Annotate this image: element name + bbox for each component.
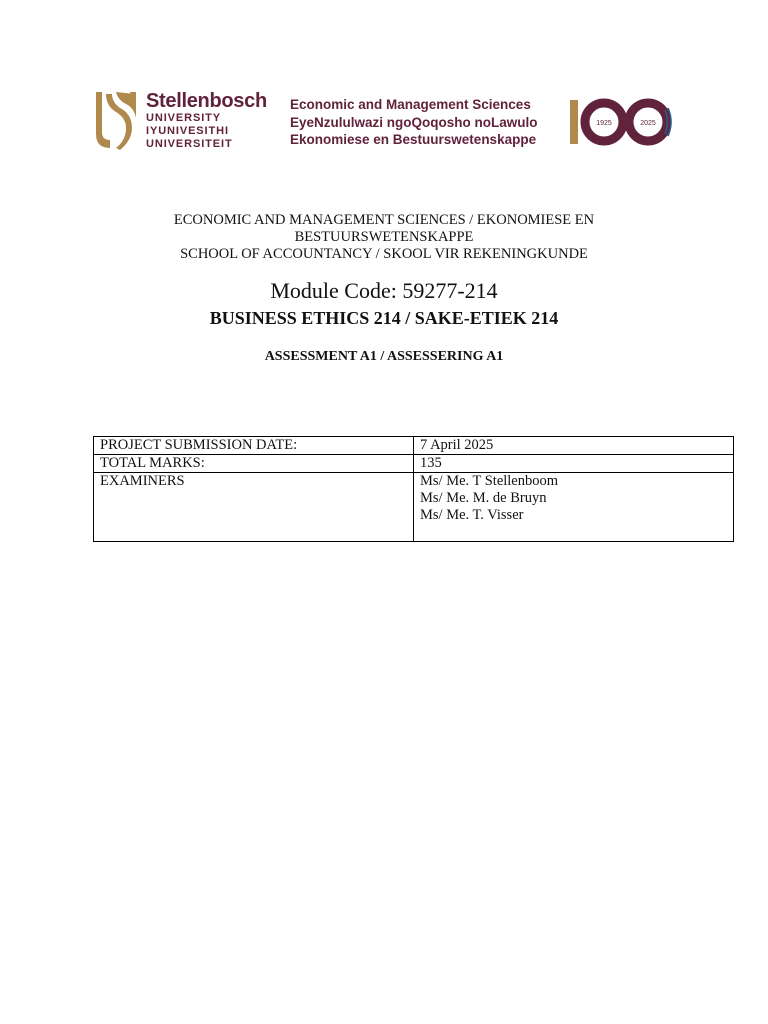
university-wordmark <box>146 90 267 151</box>
examiner-name: Ms/ Me. T. Visser <box>420 507 524 523</box>
total-marks-value: 135 <box>414 455 734 473</box>
department-line-1: ECONOMIC AND MANAGEMENT SCIENCES / EKONOMIESE EN <box>173 212 595 228</box>
faculty-name-afrikaans: Ekonomiese en Bestuurswetenskappe <box>290 132 537 147</box>
assessment-title: ASSESSMENT A1 / ASSESSERING A1 <box>264 349 504 364</box>
submission-date-label: PROJECT SUBMISSION DATE: <box>94 437 414 455</box>
table-row <box>94 473 734 542</box>
university-name: Stellenbosch <box>146 90 267 112</box>
submission-date-value: 7 April 2025 <box>414 437 734 455</box>
centenary-100-logo <box>568 96 678 148</box>
faculty-name-xhosa: EyeNzululwazi ngoQoqosho noLawulo <box>290 114 538 130</box>
module-code: Module Code: 59277-214 <box>270 278 498 303</box>
table-row <box>94 437 734 455</box>
table-row <box>94 455 734 473</box>
department-line-2: BESTUURSWETENSKAPPE <box>294 229 474 245</box>
examiner-name: Ms/ Me. M. de Bruyn <box>420 490 547 506</box>
department-line-3: SCHOOL OF ACCOUNTANCY / SKOOL VIR REKENINGKUNDE <box>180 246 588 262</box>
faculty-name-block <box>290 96 538 149</box>
document-header <box>90 88 690 154</box>
university-line-afrikaans: UNIVERSITEIT <box>146 138 233 150</box>
centenary-start-year: 1925 <box>596 120 612 127</box>
university-line-xhosa: IYUNIVESITHI <box>146 125 229 137</box>
university-line-english: UNIVERSITY <box>146 112 222 124</box>
examiners-list <box>414 473 734 542</box>
examiners-label: EXAMINERS <box>94 473 414 542</box>
assessment-info-table <box>93 436 734 542</box>
course-title: BUSINESS ETHICS 214 / SAKE-ETIEK 214 <box>209 308 559 328</box>
centenary-end-year: 2025 <box>640 120 656 127</box>
examiner-name: Ms/ Me. T Stellenboom <box>420 473 559 489</box>
total-marks-label: TOTAL MARKS: <box>94 455 414 473</box>
department-heading <box>0 212 768 263</box>
faculty-name-english: Economic and Management Sciences <box>290 97 531 112</box>
stellenbosch-crest-logo <box>92 90 140 152</box>
